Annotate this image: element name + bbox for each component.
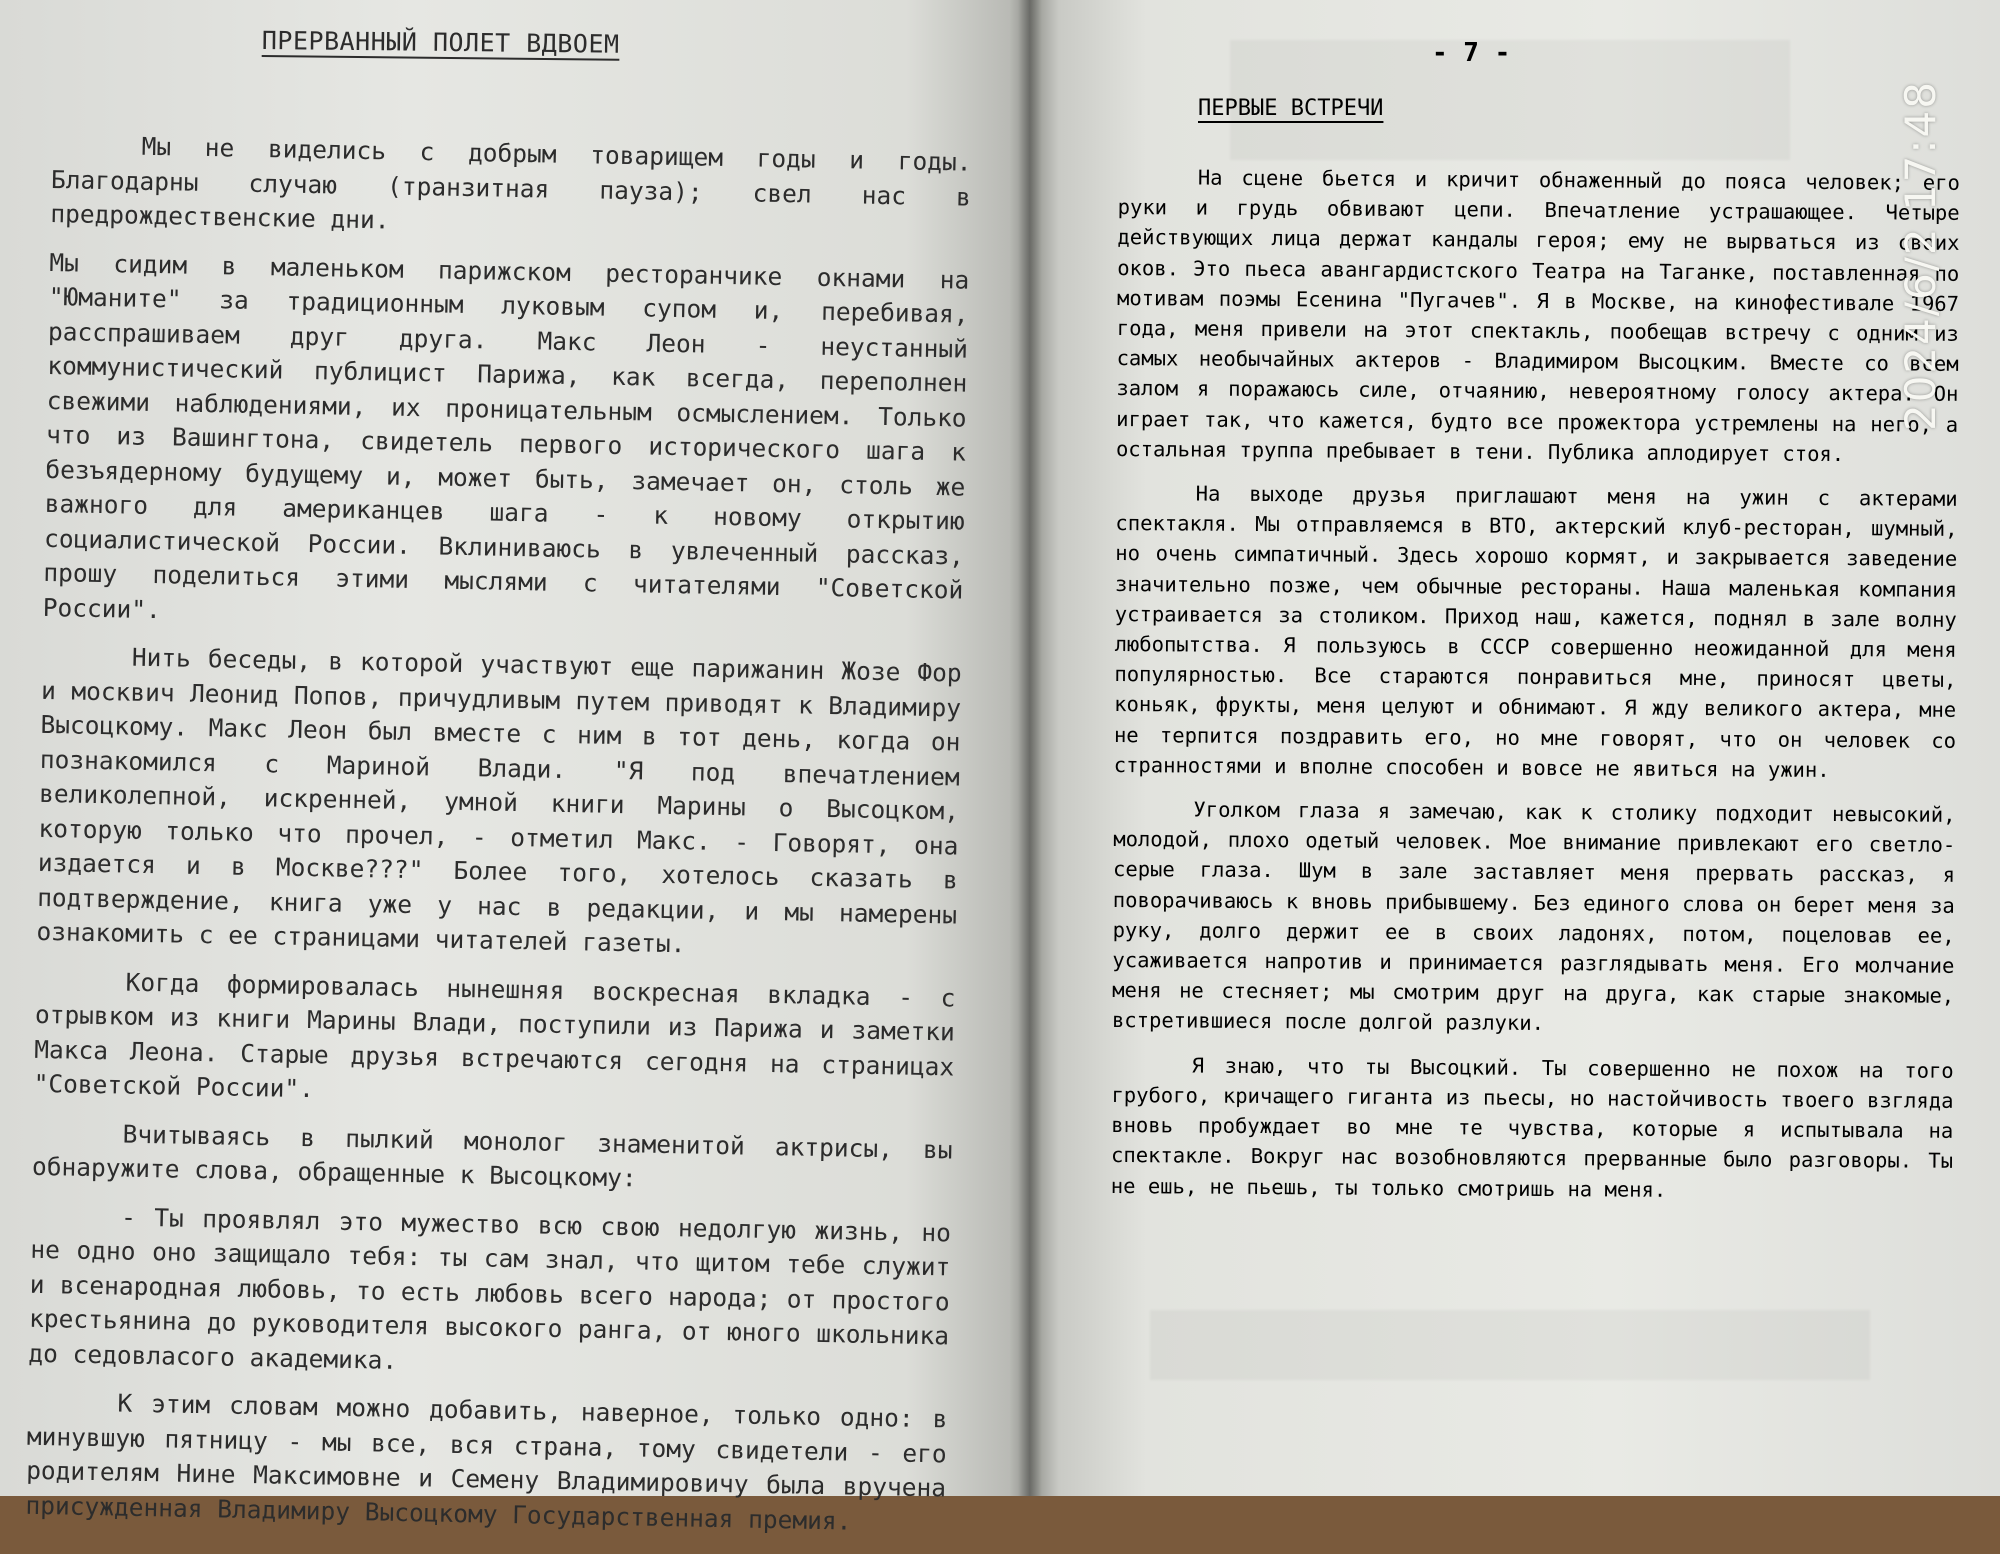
left-paragraph: К этим словам можно добавить, наверное, только одно: в минувшую пятницу - мы все, вся страна, тому свидетели - его родителям Нине Максимовне и Семену Владимировичу была вручена присужденная Владимиру Высоцкому Государственная премия. (25, 1388, 948, 1536)
left-paragraph: - Ты проявлял это мужество всю свою недолгую жизнь, но не одно оно защищало тебя: ты сам знал, что щитом тебе служит и всенародная любовь, то есть любовь всего народа; от простого крестьянина до руководителя высокого ранга, от юного школьника до седовласого академика. (28, 1202, 952, 1375)
right-page-title: ПЕРВЫЕ ВСТРЕЧИ (1198, 96, 1384, 121)
right-paragraph: На выходе друзья приглашают меня на ужин с актерами спектакля. Мы отправляемся в ВТО, актерский клуб-ресторан, шумный, но очень симпатичный. Здесь хорошо кормят, и закрывается заведение значительно позже, чем обычные рестораны. Наша маленькая компания устраивается за столиком. Приход наш, кажется, поднял в зале волну любопытства. Я пользуюсь в СССР совершенно неожиданной для меня популярностью. Все стараются понравиться мне, приносят цветы, коньяк, фрукты, меня целуют и обнимают. Я жду великого актера, мне не терпится поздравить его, но мне говорят, что он человек со странностями и вполне способен и вовсе не явиться на ужин. (1113, 481, 1958, 782)
left-page-title: ПРЕРВАННЫЙ ПОЛЕТ ВДВОЕМ (261, 26, 620, 59)
left-paragraph: Когда формировалась нынешняя воскресная вкладка - с отрывком из книги Марины Влади, поступили из Парижа и заметки Макса Леона. Старые друзья встречаются сегодня на страницах "Советской России". (33, 967, 956, 1104)
right-paragraph: Уголком глаза я замечаю, как к столику подходит невысокий, молодой, плохо одетый человек. Мое внимание привлекают его светло-серые глаза. Шум в зале заставляет меня прервать рассказ, я поворачиваюсь к вновь прибывшему. Без единого слова он берет меня за руку, долго держит ее в своих ладонях, потом, поцеловав ее, усаживается напротив и принимается разглядывать меня. Его молчание меня не стесняет; мы смотрим друг на друга, как старые знакомые, встретившиеся после долгой разлуки. (1111, 797, 1956, 1036)
left-paragraph: Нить беседы, в которой участвуют еще парижанин Жозе Фор и москвич Леонид Попов, причудливым путем приводят к Владимиру Высоцкому. Макс Леон был вместе с ним в тот день, когда он познакомился с Мариной Влади. "Я под впечатлением великолепной, искренней, умной книги Марины о Высоцком, которую только что прочел, - отметил Макс. - Говорят, она издается и в Москве???" Более того, хотелось сказать в подтверждение, книга уже у нас в редакции, и мы намерены ознакомить с ее страницами читателей газеты. (36, 642, 962, 959)
photo-timestamp (1888, 60, 1954, 450)
left-page-body (25, 128, 972, 1554)
left-paragraph: Вчитываясь в пылкий монолог знаменитой актрисы, вы обнаружите слова, обращенные к Высоцкому: (31, 1119, 953, 1193)
ink-bleed-through (1150, 1310, 1870, 1380)
right-paragraph: Я знаю, что ты Высоцкий. Ты совершенно не похож на того грубого, кричащего гиганта из пьесы, но настойчивость твоего взгляда вновь пробуждает во мне те чувства, которые я испытывала на спектакле. Вокруг нас возобновляются прерванные было разговоры. Ты не ешь, не пьешь, ты только смотришь на меня. (1110, 1053, 1954, 1202)
photo-timestamp-text: 2024/6/2 17:48 (1896, 79, 1946, 431)
left-paragraph: Мы сидим в маленьком парижском ресторанчике окнами на "Юманите" за традиционным луковым супом и, перебивая, расспрашиваем друг друга. Макс Леон - неустанный коммунистический публицист Парижа, как всегда, переполнен свежими наблюдениями, их проницательным осмыслением. Только что из Вашингтона, свидетель первого исторического шага к безъядерному будущему и, может быть, замечает он, столь же важного для американцев шага - к новому открытию социалистической России. Вклиниваюсь в увлеченный рассказ, прошу поделиться этими мыслями с читателями "Советской России". (42, 247, 970, 624)
left-paragraph: Мы не виделись с добрым товарищем годы и годы. Благодарны случаю (транзитная пауза); свел нас в предрождественские дни. (50, 131, 972, 235)
page-number: - 7 - (1432, 38, 1511, 68)
book-gutter (1018, 0, 1042, 1496)
right-page-body (1111, 162, 1960, 1221)
right-paragraph: На сцене бьется и кричит обнаженный до пояса человек; его руки и грудь обвивают цепи. Впечатление устрашающее. Четыре действующих лица держат кандалы героя; ему не вырваться из своих оков. Это пьеса авангардистского Театра на Таганке, поставленная по мотивам поэмы Есенина "Пугачев". Я в Москве, на кинофестивале 1967 года, меня привели на этот спектакль, пообещав встречу с одним из самых необычайных актеров - Владимиром Высоцким. Вместе со всем залом я поражаюсь силе, отчаянию, невероятному голосу актера. Он играет так, что кажется, будто все прожектора устремлены на него, а остальная труппа пребывает в тени. Публика аплодирует стоя. (1115, 165, 1960, 466)
